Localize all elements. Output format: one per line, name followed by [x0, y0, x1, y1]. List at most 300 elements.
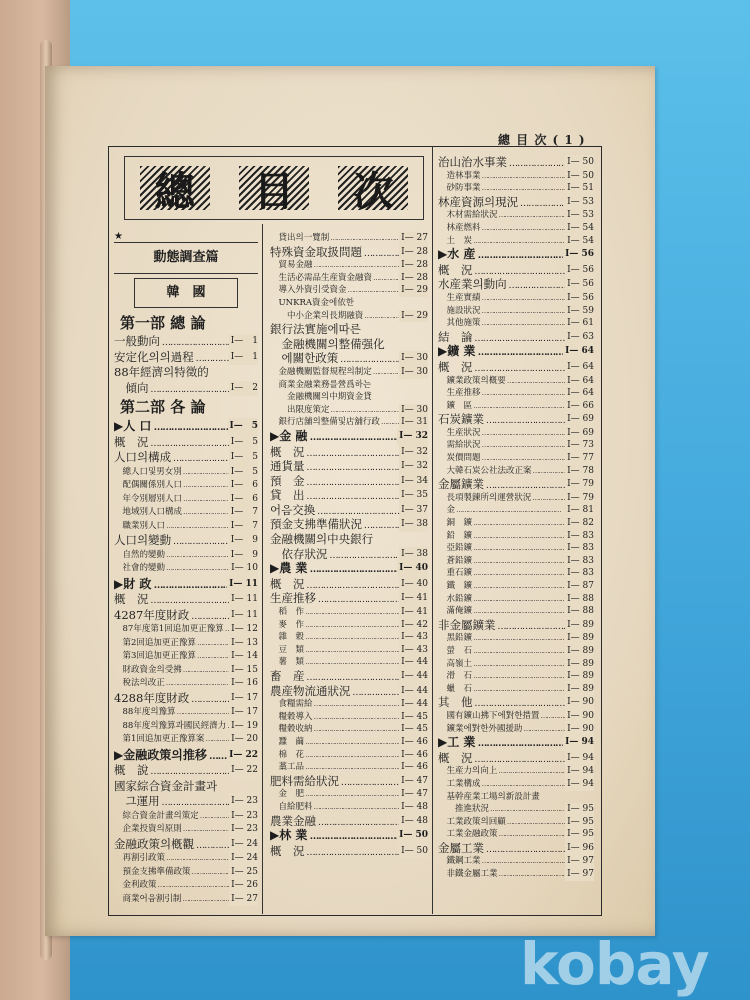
toc-entry	[438, 235, 594, 248]
toc-entry-title: 棉 花 ………………………………………………	[270, 749, 410, 762]
toc-entry-page: I— 82	[567, 518, 594, 529]
toc-entry-page: I— 47	[399, 774, 428, 789]
toc-entry-title: ▶農 業 ………………………………………………	[270, 561, 428, 577]
toc-entry	[438, 868, 594, 881]
toc-entry-title: 水鉛鑛 ………………………………………………	[438, 593, 578, 606]
toc-entry-title: 農業金融 ………………………………………………	[270, 814, 428, 829]
toc-column-3	[438, 155, 594, 881]
toc-entry	[438, 292, 594, 305]
toc-entry	[270, 644, 428, 657]
toc-entry	[438, 735, 594, 751]
toc-entry	[438, 182, 594, 195]
toc-entry-title: 어음交換 ………………………………………………	[270, 503, 428, 518]
toc-entry-page: I— 23	[229, 794, 258, 810]
toc-entry-title: 生産力의向上 ………………………………………………	[438, 765, 594, 778]
toc-entry-title: 에關한政策 ………………………………………………	[270, 351, 428, 366]
toc-entry-title: 總人口및男女別 ………………………………………………	[114, 466, 258, 480]
toc-entry-title: 稻 作 ………………………………………………	[270, 606, 410, 619]
toc-entry-title: 預 金 ………………………………………………	[270, 474, 428, 489]
toc-entry-title: 4288年度財政 ………………………………………………	[114, 691, 258, 707]
toc-entry	[270, 404, 428, 417]
toc-entry-page: I— 64	[567, 388, 594, 399]
toc-entry	[114, 242, 258, 274]
toc-entry-page: I— 45	[401, 724, 428, 735]
toc-entry-page: I— 17	[229, 706, 258, 720]
toc-entry	[114, 866, 258, 880]
toc-entry-page: I— 29	[401, 285, 428, 296]
toc-entry-title: 依存狀況 ………………………………………………	[270, 547, 428, 562]
toc-column-1	[114, 232, 258, 906]
toc-entry-page: I— 87	[567, 581, 594, 591]
toc-entry-page: I— 73	[567, 440, 594, 451]
toc-entry-page: I— 32	[399, 459, 428, 474]
toc-entry	[270, 669, 428, 684]
toc-entry-page: I— 56	[565, 263, 594, 278]
toc-entry	[114, 350, 258, 366]
toc-entry-page: I— 31	[401, 417, 428, 428]
toc-entry-page: I— 28	[401, 260, 428, 271]
toc-entry-page: I— 79	[567, 492, 594, 503]
toc-entry-title: 一般動向 ………………………………………………	[114, 334, 258, 350]
toc-entry	[438, 387, 594, 400]
title-box	[124, 156, 424, 220]
toc-entry	[438, 439, 594, 452]
toc-entry-title: 生産實績 ………………………………………………	[438, 292, 586, 305]
toc-entry-title: 生産推移 ………………………………………………	[438, 387, 586, 400]
toc-entry	[114, 576, 258, 593]
toc-entry-page: I— 56	[567, 292, 594, 303]
toc-entry-title: 國有鑛山拂下에對한措置 ………………………………………………	[438, 710, 594, 723]
toc-entry	[270, 814, 428, 829]
toc-entry	[270, 828, 428, 844]
toc-entry-page: I— 45	[401, 711, 428, 722]
toc-entry-page: I— 89	[565, 618, 594, 633]
toc-entry	[438, 593, 594, 606]
toc-entry-title: ▶鑛 業 ………………………………………………	[438, 344, 594, 360]
toc-entry-title: 長項製鍊所의運營狀況 ………………………………………………	[438, 492, 594, 505]
toc-entry-page: I— 43	[401, 632, 428, 643]
toc-entry-title: 財政資金의受拂 ………………………………………………	[114, 664, 258, 678]
toc-entry-page: I— 30	[401, 404, 428, 415]
toc-entry-page: I— 46	[401, 762, 428, 773]
toc-entry-title: 職業別人口 ………………………………………………	[114, 520, 258, 534]
toc-entry	[114, 450, 258, 466]
toc-entry-title: 糧穀導入 ………………………………………………	[270, 711, 418, 724]
toc-entry-title: 金融機關監督規程의制定 ………………………………………………	[270, 366, 428, 379]
toc-entry-page: I— 5	[228, 418, 258, 435]
toc-entry	[270, 606, 428, 619]
toc-entry	[438, 247, 594, 263]
toc-entry	[438, 504, 594, 517]
toc-entry-title: 其他施策 ………………………………………………	[438, 317, 586, 330]
toc-entry-title: 88年經濟의特徵的	[114, 365, 209, 379]
toc-entry-title: 貸出의一覽制 ………………………………………………	[270, 232, 428, 245]
toc-entry-title: 稅法의改正 ………………………………………………	[114, 677, 258, 691]
column-divider	[262, 224, 263, 914]
toc-entry-title: 第1回追加更正豫算案 ………………………………………………	[114, 733, 258, 747]
toc-entry	[438, 375, 594, 388]
toc-entry-page: I— 94	[565, 751, 594, 766]
toc-entry	[270, 561, 428, 577]
toc-entry-title: 企業投資의原則 ………………………………………………	[114, 823, 258, 837]
toc-entry	[438, 710, 594, 723]
toc-entry-page: I— 22	[229, 763, 258, 779]
toc-entry	[114, 691, 258, 707]
toc-entry-title: UNKRA資金에依한	[270, 297, 354, 308]
toc-entry-title: 雜 穀 ………………………………………………	[270, 631, 410, 644]
toc-entry-page: I— 41	[399, 591, 428, 606]
toc-entry-title: 砂防事業 ………………………………………………	[438, 182, 586, 195]
toc-entry	[270, 310, 428, 323]
toc-entry	[270, 684, 428, 699]
toc-entry-title: 通貨量 ………………………………………………	[270, 459, 428, 474]
toc-entry	[270, 474, 428, 489]
toc-entry-title: 金融政策의槪觀 ………………………………………………	[114, 837, 258, 853]
toc-entry-page: I— 6	[229, 479, 258, 493]
toc-entry-page: I— 78	[567, 465, 594, 476]
toc-entry-page: I— 17	[229, 691, 258, 707]
toc-entry-page: I— 7	[229, 506, 258, 520]
toc-entry-title: 社會的變動 ………………………………………………	[114, 562, 258, 576]
toc-entry-title: 滿俺鑛 ………………………………………………	[438, 605, 578, 618]
toc-entry	[438, 517, 594, 530]
toc-entry-title: 糧穀收納 ………………………………………………	[270, 723, 418, 736]
toc-entry	[438, 452, 594, 465]
toc-entry	[114, 608, 258, 624]
toc-entry-title: 金融機關의整備强化	[270, 336, 385, 351]
toc-entry-page: I— 64	[565, 360, 594, 375]
toc-entry	[270, 322, 428, 337]
toc-entry	[270, 631, 428, 644]
toc-entry-title: 食糧需給 ………………………………………………	[270, 698, 418, 711]
toc-entry	[270, 532, 428, 547]
toc-entry	[270, 591, 428, 606]
toc-entry-page: I— 83	[567, 568, 594, 579]
toc-entry-title: 4287年度財政 ………………………………………………	[114, 608, 258, 624]
toc-entry-page: I— 22	[227, 747, 258, 764]
toc-entry	[270, 711, 428, 724]
toc-entry-title: 金屬工業 ………………………………………………	[438, 841, 594, 856]
running-head: 總 目 次 ( 1 )	[498, 133, 586, 147]
toc-entry-page: I— 44	[399, 684, 428, 699]
toc-entry-title: 中小企業의長期融資 ………………………………………………	[270, 310, 428, 323]
toc-entry-title: 金 肥 ………………………………………………	[270, 788, 410, 801]
toc-entry-page: I— 56	[565, 277, 594, 292]
toc-entry	[438, 605, 594, 618]
toc-entry-page: I— 64	[563, 344, 594, 360]
toc-entry-title: 傾向 ………………………………………………	[114, 381, 258, 397]
toc-entry	[438, 828, 594, 841]
toc-entry-page: I— 13	[229, 637, 258, 651]
toc-entry	[270, 844, 428, 859]
toc-entry-title: 非金屬鑛業 ………………………………………………	[438, 618, 594, 633]
toc-entry-page: I— 83	[567, 555, 594, 566]
toc-entry-page: I— 11	[229, 608, 258, 624]
toc-entry-page: I— 5	[229, 450, 258, 466]
toc-entry-title: 肥料需給狀況 ………………………………………………	[270, 774, 428, 789]
toc-entry-title: ▶人 口 ………………………………………………	[114, 418, 258, 435]
toc-entry-page: I— 88	[567, 593, 594, 604]
toc-entry-title: 蒼鉛鑛 ………………………………………………	[438, 555, 578, 568]
toc-entry-title: 銀行店舖의整備및店舖行政 ………………………………………………	[270, 416, 428, 429]
toc-entry-title: 工業構成 ………………………………………………	[438, 778, 586, 791]
toc-entry	[438, 645, 594, 658]
toc-entry-page: I— 66	[567, 400, 594, 411]
toc-entry-title: 螢 石 ………………………………………………	[438, 645, 578, 658]
toc-entry	[438, 803, 594, 816]
toc-entry-title: 導入外資引受資金 ………………………………………………	[270, 284, 428, 297]
toc-entry-page: I— 95	[567, 816, 594, 827]
toc-entry	[114, 506, 258, 520]
toc-entry	[134, 278, 238, 308]
toc-entry	[438, 751, 594, 766]
toc-entry-page: I— 50	[397, 828, 428, 844]
toc-entry	[114, 592, 258, 608]
toc-entry	[270, 429, 428, 445]
toc-entry-title: 薯 類 ………………………………………………	[270, 656, 410, 669]
toc-entry-page: I— 89	[567, 658, 594, 669]
toc-entry-page: I— 38	[399, 547, 428, 562]
toc-entry-title: 高嶺土 ………………………………………………	[438, 658, 578, 671]
toc-entry-page: I— 9	[229, 549, 258, 563]
toc-entry-page: I— 16	[229, 677, 258, 691]
toc-entry-title: 鑛業政策의槪要 ………………………………………………	[438, 375, 594, 388]
toc-entry-page: I— 54	[567, 235, 594, 246]
toc-entry	[438, 580, 594, 593]
toc-entry-page: I— 15	[229, 664, 258, 678]
toc-entry-title: 韓 國	[166, 285, 206, 300]
toc-entry	[438, 555, 594, 568]
toc-entry-page: I— 30	[399, 351, 428, 366]
toc-entry	[438, 723, 594, 736]
toc-entry-title: 88年度의豫算과國民經濟力 ………………………………………………	[114, 720, 258, 734]
toc-entry	[270, 788, 428, 801]
toc-entry-page: I— 37	[399, 503, 428, 518]
toc-entry-page: I— 97	[567, 869, 594, 880]
toc-entry-page: I— 23	[229, 810, 258, 824]
toc-entry-title: 概 況 ………………………………………………	[438, 751, 594, 766]
toc-entry-title: 木材需給狀況 ………………………………………………	[438, 209, 594, 222]
toc-entry-page: I— 47	[401, 789, 428, 800]
toc-entry	[114, 232, 258, 242]
toc-entry	[270, 445, 428, 460]
toc-entry	[270, 761, 428, 774]
toc-entry-title: 預金支拂準備狀況 ………………………………………………	[270, 517, 428, 532]
toc-entry	[114, 706, 258, 720]
toc-entry	[114, 747, 258, 764]
toc-entry-page: I— 40	[397, 561, 428, 577]
toc-entry	[270, 656, 428, 669]
toc-entry	[270, 232, 428, 245]
toc-entry-title: 第3回追加更正豫算 ………………………………………………	[114, 650, 258, 664]
toc-entry-title: 配偶關係別人口 ………………………………………………	[114, 479, 258, 493]
toc-entry-title: 土 炭 ………………………………………………	[438, 235, 578, 248]
toc-entry-page: I— 51	[567, 183, 594, 194]
toc-entry-page: I— 44	[399, 669, 428, 684]
toc-entry	[438, 155, 594, 170]
toc-entry-page: I— 89	[567, 645, 594, 656]
toc-entry-page: I— 20	[229, 733, 258, 747]
toc-entry-page: I— 12	[229, 623, 258, 637]
toc-entry-title: 銅 鑛 ………………………………………………	[438, 517, 578, 530]
toc-entry-page: I— 96	[565, 841, 594, 856]
toc-entry-page: I— 2	[229, 381, 258, 397]
toc-entry	[114, 823, 258, 837]
toc-entry-page: I— 77	[567, 453, 594, 464]
toc-entry-page: I— 25	[229, 866, 258, 880]
toc-entry	[438, 344, 594, 360]
toc-entry	[114, 893, 258, 907]
toc-entry-page: I— 56	[563, 247, 594, 263]
toc-entry	[114, 664, 258, 678]
toc-entry	[438, 816, 594, 829]
toc-entry-title: 그運用 ………………………………………………	[114, 794, 258, 810]
toc-entry-title: 炭價問題 ………………………………………………	[438, 452, 586, 465]
toc-entry	[270, 577, 428, 592]
toc-entry-page: I— 48	[399, 814, 428, 829]
toc-entry-page: I— 44	[401, 657, 428, 668]
title-char: 次	[338, 166, 408, 210]
toc-entry-page: I— 30	[401, 366, 428, 377]
toc-entry-page: I— 50	[565, 155, 594, 170]
toc-entry	[114, 466, 258, 480]
toc-entry-page: I— 5	[229, 435, 258, 451]
toc-entry-title: 亞鉛鑛 ………………………………………………	[438, 542, 578, 555]
toc-entry-title: 基幹産業工場의新設計畫	[438, 791, 540, 802]
toc-entry-page: I— 42	[401, 619, 428, 630]
toc-entry-page: I— 1	[229, 350, 258, 366]
toc-entry-page: I— 26	[229, 879, 258, 893]
toc-entry	[114, 549, 258, 563]
toc-entry	[438, 791, 594, 804]
toc-entry-page: I— 5	[229, 466, 258, 480]
toc-entry-title: 綜合資金計畫의策定 ………………………………………………	[114, 810, 258, 824]
toc-entry-title: 金利政策 ………………………………………………	[114, 879, 258, 893]
toc-entry-page: I— 11	[229, 592, 258, 608]
toc-entry-title: 石炭鑛業 ………………………………………………	[438, 412, 594, 427]
toc-entry	[270, 547, 428, 562]
toc-entry	[438, 618, 594, 633]
toc-entry	[114, 418, 258, 435]
toc-entry-page: I— 83	[567, 543, 594, 554]
toc-entry-title: 非鐵金屬工業 ………………………………………………	[438, 868, 594, 881]
toc-entry-title: 概 況 ………………………………………………	[270, 577, 428, 592]
toc-entry	[114, 637, 258, 651]
toc-entry-title: 大韓石炭公社法改正案 ………………………………………………	[438, 465, 594, 478]
toc-entry	[438, 465, 594, 478]
toc-entry-page: I— 28	[401, 272, 428, 283]
toc-entry-page: I— 88	[567, 606, 594, 617]
toc-entry-title: 畜 産 ………………………………………………	[270, 669, 428, 684]
toc-entry-title: 人口의變動 ………………………………………………	[114, 533, 258, 549]
toc-entry-page: I— 35	[399, 488, 428, 503]
toc-entry	[438, 632, 594, 645]
toc-entry	[438, 477, 594, 492]
toc-entry	[270, 801, 428, 814]
toc-column-2	[270, 232, 428, 858]
toc-entry-title: 概 況 ………………………………………………	[270, 844, 428, 859]
toc-entry-title: 蠶 繭 ………………………………………………	[270, 736, 410, 749]
toc-entry-title: 第2回追加更正豫算 ………………………………………………	[114, 637, 258, 651]
toc-entry	[114, 837, 258, 853]
toc-entry	[438, 765, 594, 778]
toc-entry-title: 林産資源의現況 ………………………………………………	[438, 195, 594, 210]
toc-entry-title: 貸 出 ………………………………………………	[270, 488, 428, 503]
toc-entry	[438, 658, 594, 671]
toc-entry	[438, 263, 594, 278]
toc-entry	[114, 493, 258, 507]
toc-entry	[270, 619, 428, 632]
toc-entry	[270, 723, 428, 736]
toc-entry-title: 金 ………………………………………………	[438, 504, 561, 517]
toc-entry-title: 動態調查篇	[153, 250, 219, 265]
toc-entry	[270, 774, 428, 789]
toc-entry-title: 第二部 各 論	[120, 398, 206, 416]
toc-entry	[114, 334, 258, 350]
toc-entry-page: I— 97	[567, 856, 594, 867]
toc-entry	[438, 841, 594, 856]
toc-entry-page: I— 43	[401, 644, 428, 655]
toc-entry	[270, 416, 428, 429]
toc-entry-title: 特殊資金取扱問題 ………………………………………………	[270, 245, 428, 260]
toc-entry-title: 重石鑛 ………………………………………………	[438, 567, 578, 580]
toc-entry-title: 金屬鑛業 ………………………………………………	[438, 477, 594, 492]
toc-entry	[114, 623, 258, 637]
toc-entry	[438, 412, 594, 427]
toc-entry-title: 貿易金融 ………………………………………………	[270, 259, 418, 272]
toc-entry	[438, 683, 594, 696]
title-char: 總	[140, 166, 210, 210]
toc-entry-page: I— 24	[229, 852, 258, 866]
toc-entry	[270, 459, 428, 474]
toc-entry-title: 自給肥料 ………………………………………………	[270, 801, 418, 814]
title-char: 目	[239, 166, 309, 210]
toc-entry	[438, 330, 594, 345]
toc-entry	[114, 479, 258, 493]
toc-entry-title: 人口의構成 ………………………………………………	[114, 450, 258, 466]
toc-entry-page: I— 90	[567, 710, 594, 721]
toc-entry	[114, 562, 258, 576]
toc-entry-page: I— 27	[401, 233, 428, 243]
toc-entry-page: I— 48	[401, 801, 428, 812]
toc-entry	[270, 391, 428, 404]
toc-entry-page: I— 53	[565, 195, 594, 210]
toc-entry	[270, 337, 428, 352]
toc-entry-title: 施設狀況 ………………………………………………	[438, 305, 586, 318]
toc-entry-title: 鑛業에對한外國援助 ………………………………………………	[438, 723, 594, 736]
toc-entry	[270, 259, 428, 272]
toc-entry	[270, 503, 428, 518]
toc-entry-page: I— 27	[229, 893, 258, 907]
toc-entry-title: 金融機關의中央銀行	[270, 532, 374, 547]
toc-entry-page: I— 32	[399, 445, 428, 460]
toc-entry-page: I— 94	[567, 766, 594, 777]
toc-entry	[114, 879, 258, 893]
toc-entry	[270, 698, 428, 711]
toc-entry-page: I— 94	[563, 735, 594, 751]
toc-entry-page: I— 14	[229, 650, 258, 664]
toc-entry-title: 第一部 總 論	[120, 314, 206, 332]
toc-entry	[114, 533, 258, 549]
toc-entry-title: 推進狀況 ………………………………………………	[438, 803, 594, 816]
toc-entry-title: 鐵 鑛 ………………………………………………	[438, 580, 578, 593]
toc-entry	[270, 297, 428, 310]
toc-entry	[114, 720, 258, 734]
toc-entry	[438, 305, 594, 318]
toc-entry-title: 出限度策定 ………………………………………………	[270, 404, 428, 417]
toc-entry-title: ▶財 政 ………………………………………………	[114, 576, 258, 593]
toc-entry	[114, 435, 258, 451]
